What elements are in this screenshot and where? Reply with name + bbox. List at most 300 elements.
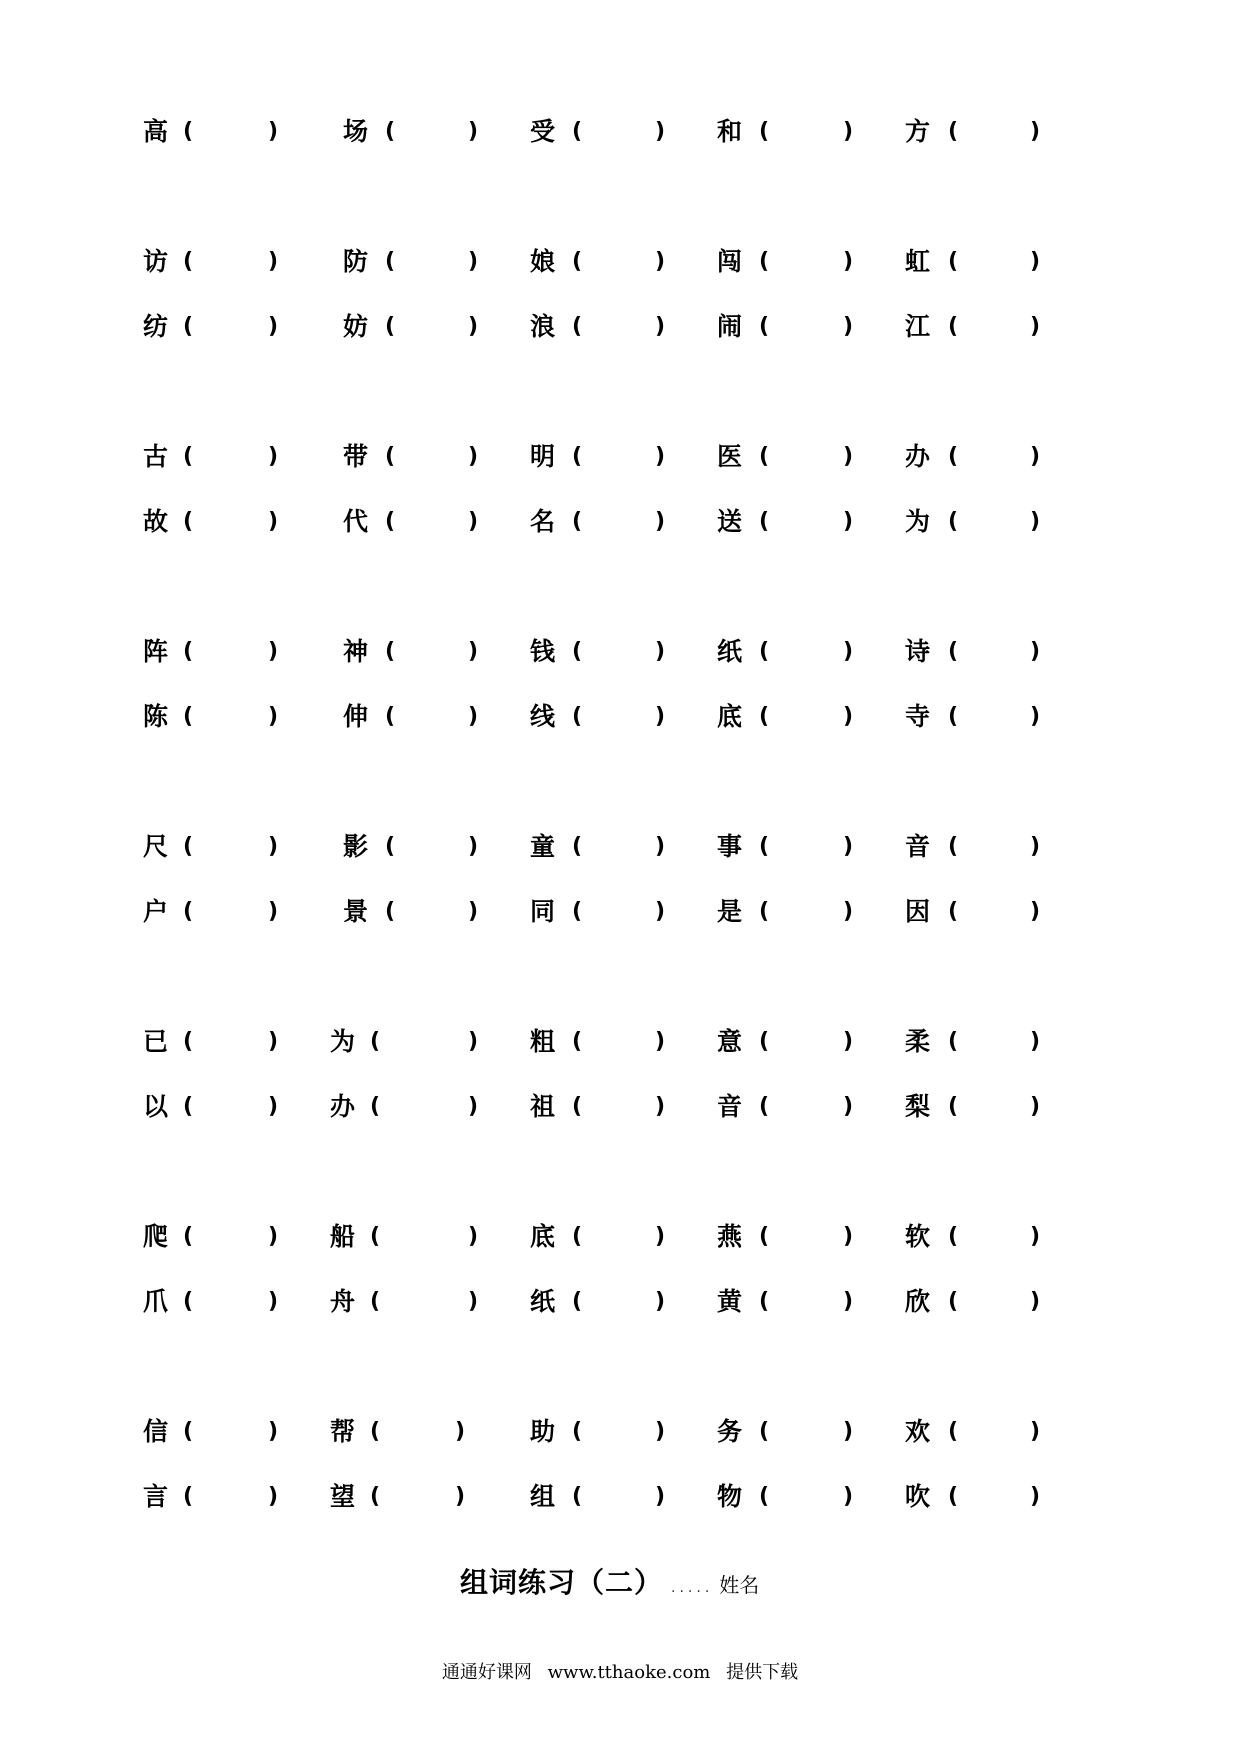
character: 闹 [717,312,743,341]
character: 燕 [717,1222,743,1251]
close-paren: ) [268,444,279,469]
character: 为 [905,507,931,536]
character: 明 [530,442,556,471]
answer-blank[interactable] [586,1217,651,1257]
exercise-row [0,1087,1240,1127]
answer-blank[interactable] [962,1412,1026,1452]
open-paren: ( [183,899,194,924]
worksheet-title: 组词练习（二） [460,1566,664,1599]
answer-blank[interactable] [962,242,1026,282]
character: 伸 [343,702,369,731]
character: 古 [143,442,169,471]
open-paren: ( [759,1289,770,1314]
character: 代 [343,507,369,536]
answer-blank[interactable] [384,1087,464,1127]
character: 爪 [143,1287,169,1316]
close-paren: ) [1030,1419,1041,1444]
close-paren: ) [843,314,854,339]
open-paren: ( [385,639,396,664]
answer-blank[interactable] [399,827,464,867]
answer-blank[interactable] [962,827,1026,867]
character: 舟 [330,1287,356,1316]
answer-blank[interactable] [197,502,264,542]
answer-blank[interactable] [197,1022,264,1062]
answer-blank[interactable] [197,1282,264,1322]
answer-blank[interactable] [773,892,839,932]
open-paren: ( [183,834,194,859]
character: 帮 [330,1417,356,1446]
open-paren: ( [759,314,770,339]
character: 江 [905,312,931,341]
character: 钱 [530,637,556,666]
answer-blank[interactable] [197,1087,264,1127]
answer-blank[interactable] [586,827,651,867]
character: 音 [717,1092,743,1121]
open-paren: ( [948,704,959,729]
close-paren: ) [655,1094,666,1119]
credit-site-name: 通通好课网 [441,1662,532,1683]
open-paren: ( [385,444,396,469]
close-paren: ) [468,444,479,469]
open-paren: ( [385,314,396,339]
close-paren: ) [843,834,854,859]
answer-blank[interactable] [773,307,839,347]
open-paren: ( [572,1029,583,1054]
answer-blank[interactable] [586,1087,651,1127]
open-paren: ( [183,639,194,664]
answer-blank[interactable] [197,1217,264,1257]
open-paren: ( [759,834,770,859]
character: 高 [143,117,169,146]
answer-blank[interactable] [384,1412,451,1452]
answer-blank[interactable] [197,242,264,282]
close-paren: ) [843,249,854,274]
character: 梨 [905,1092,931,1121]
answer-blank[interactable] [384,1282,464,1322]
character: 寺 [905,702,931,731]
character: 信 [143,1417,169,1446]
close-paren: ) [268,1484,279,1509]
character: 陈 [143,702,169,731]
open-paren: ( [759,1029,770,1054]
answer-blank[interactable] [586,1282,651,1322]
answer-blank[interactable] [586,242,651,282]
open-paren: ( [370,1419,381,1444]
character: 黄 [717,1287,743,1316]
character: 助 [530,1417,556,1446]
character: 物 [717,1482,743,1511]
character: 欣 [905,1287,931,1316]
open-paren: ( [948,639,959,664]
character: 底 [530,1222,556,1251]
credit-url: www.tthaoke.com [547,1662,711,1683]
open-paren: ( [572,249,583,274]
exercise-row [0,502,1240,542]
close-paren: ) [843,1029,854,1054]
open-paren: ( [759,1224,770,1249]
close-paren: ) [268,119,279,144]
close-paren: ) [468,249,479,274]
open-paren: ( [385,249,396,274]
character: 受 [530,117,556,146]
answer-blank[interactable] [773,697,839,737]
character: 以 [143,1092,169,1121]
close-paren: ) [268,1029,279,1054]
exercise-row [0,1412,1240,1452]
answer-blank[interactable] [197,827,264,867]
open-paren: ( [183,314,194,339]
close-paren: ) [468,119,479,144]
character: 音 [905,832,931,861]
exercise-row [0,1217,1240,1257]
close-paren: ) [655,314,666,339]
open-paren: ( [948,1419,959,1444]
credit-suffix: 提供下载 [726,1662,799,1683]
close-paren: ) [268,249,279,274]
open-paren: ( [385,509,396,534]
answer-blank[interactable] [962,1087,1026,1127]
close-paren: ) [268,509,279,534]
character: 为 [330,1027,356,1056]
open-paren: ( [183,509,194,534]
close-paren: ) [843,899,854,924]
open-paren: ( [183,1484,194,1509]
open-paren: ( [759,444,770,469]
close-paren: ) [468,1029,479,1054]
answer-blank[interactable] [962,632,1026,672]
character: 粗 [530,1027,556,1056]
character: 防 [343,247,369,276]
close-paren: ) [468,1224,479,1249]
close-paren: ) [1030,834,1041,859]
close-paren: ) [468,899,479,924]
close-paren: ) [468,704,479,729]
character: 务 [717,1417,743,1446]
answer-blank[interactable] [773,1087,839,1127]
character: 阵 [143,637,169,666]
character: 柔 [905,1027,931,1056]
close-paren: ) [655,1289,666,1314]
answer-blank[interactable] [197,1412,264,1452]
open-paren: ( [183,1029,194,1054]
answer-blank[interactable] [586,1022,651,1062]
open-paren: ( [948,119,959,144]
open-paren: ( [572,1224,583,1249]
answer-blank[interactable] [773,1282,839,1322]
character: 吹 [905,1482,931,1511]
character: 户 [143,897,169,926]
character: 访 [143,247,169,276]
open-paren: ( [183,1419,194,1444]
answer-blank[interactable] [773,502,839,542]
close-paren: ) [1030,509,1041,534]
answer-blank[interactable] [586,697,651,737]
character: 底 [717,702,743,731]
close-paren: ) [1030,314,1041,339]
answer-blank[interactable] [399,632,464,672]
close-paren: ) [268,704,279,729]
exercise-row [0,1477,1240,1517]
close-paren: ) [268,899,279,924]
open-paren: ( [759,249,770,274]
exercise-row [0,437,1240,477]
close-paren: ) [655,639,666,664]
open-paren: ( [759,509,770,534]
close-paren: ) [1030,444,1041,469]
answer-blank[interactable] [586,1412,651,1452]
open-paren: ( [948,444,959,469]
open-paren: ( [759,1419,770,1444]
open-paren: ( [385,834,396,859]
exercise-row [0,307,1240,347]
answer-blank[interactable] [962,1477,1026,1517]
close-paren: ) [1030,1029,1041,1054]
close-paren: ) [843,1094,854,1119]
answer-blank[interactable] [962,697,1026,737]
character: 祖 [530,1092,556,1121]
exercise-row [0,632,1240,672]
open-paren: ( [183,1094,194,1119]
open-paren: ( [948,314,959,339]
open-paren: ( [759,639,770,664]
close-paren: ) [655,1484,666,1509]
open-paren: ( [572,1484,583,1509]
answer-blank[interactable] [586,632,651,672]
character: 望 [330,1482,356,1511]
close-paren: ) [1030,1094,1041,1119]
close-paren: ) [655,119,666,144]
open-paren: ( [948,1094,959,1119]
answer-blank[interactable] [384,1477,451,1517]
close-paren: ) [455,1484,466,1509]
open-paren: ( [572,444,583,469]
character: 办 [905,442,931,471]
close-paren: ) [1030,1289,1041,1314]
close-paren: ) [655,1224,666,1249]
open-paren: ( [948,1224,959,1249]
close-paren: ) [468,639,479,664]
answer-blank[interactable] [773,632,839,672]
open-paren: ( [370,1094,381,1119]
name-label: 姓名 [719,1573,760,1597]
open-paren: ( [572,1094,583,1119]
close-paren: ) [843,1484,854,1509]
close-paren: ) [268,639,279,664]
answer-blank[interactable] [399,892,464,932]
character: 船 [330,1222,356,1251]
answer-blank[interactable] [773,242,839,282]
close-paren: ) [655,249,666,274]
close-paren: ) [843,119,854,144]
answer-blank[interactable] [197,307,264,347]
character: 组 [530,1482,556,1511]
exercise-row [0,112,1240,152]
open-paren: ( [759,899,770,924]
answer-blank[interactable] [586,892,651,932]
close-paren: ) [468,314,479,339]
character: 纸 [530,1287,556,1316]
open-paren: ( [572,509,583,534]
open-paren: ( [759,1094,770,1119]
open-paren: ( [948,899,959,924]
character: 同 [530,897,556,926]
close-paren: ) [268,314,279,339]
open-paren: ( [572,314,583,339]
open-paren: ( [370,1289,381,1314]
character: 事 [717,832,743,861]
answer-blank[interactable] [962,892,1026,932]
answer-blank[interactable] [773,1477,839,1517]
character: 诗 [905,637,931,666]
answer-blank[interactable] [962,1217,1026,1257]
exercise-row [0,697,1240,737]
close-paren: ) [843,704,854,729]
open-paren: ( [572,899,583,924]
character: 已 [143,1027,169,1056]
close-paren: ) [268,1419,279,1444]
answer-blank[interactable] [384,1022,464,1062]
character: 意 [717,1027,743,1056]
answer-blank[interactable] [962,307,1026,347]
character: 娘 [530,247,556,276]
close-paren: ) [843,509,854,534]
character: 线 [530,702,556,731]
answer-blank[interactable] [197,437,264,477]
character: 方 [905,117,931,146]
open-paren: ( [948,509,959,534]
close-paren: ) [655,444,666,469]
answer-blank[interactable] [399,242,464,282]
close-paren: ) [1030,119,1041,144]
answer-blank[interactable] [197,1477,264,1517]
close-paren: ) [268,834,279,859]
answer-blank[interactable] [962,502,1026,542]
close-paren: ) [268,1094,279,1119]
open-paren: ( [759,119,770,144]
answer-blank[interactable] [586,307,651,347]
open-paren: ( [948,1029,959,1054]
character: 童 [530,832,556,861]
answer-blank[interactable] [399,112,464,152]
answer-blank[interactable] [962,112,1026,152]
open-paren: ( [948,249,959,274]
close-paren: ) [655,509,666,534]
close-paren: ) [468,1094,479,1119]
close-paren: ) [843,444,854,469]
close-paren: ) [843,1224,854,1249]
answer-blank[interactable] [384,1217,464,1257]
close-paren: ) [468,1289,479,1314]
character: 影 [343,832,369,861]
answer-blank[interactable] [586,502,651,542]
answer-blank[interactable] [773,1412,839,1452]
answer-blank[interactable] [773,1022,839,1062]
answer-blank[interactable] [399,307,464,347]
character: 尺 [143,832,169,861]
close-paren: ) [1030,249,1041,274]
close-paren: ) [843,639,854,664]
open-paren: ( [572,704,583,729]
open-paren: ( [572,119,583,144]
exercise-row [0,1282,1240,1322]
open-paren: ( [759,704,770,729]
answer-blank[interactable] [197,892,264,932]
open-paren: ( [948,1289,959,1314]
open-paren: ( [183,1289,194,1314]
close-paren: ) [843,1419,854,1444]
close-paren: ) [268,1224,279,1249]
answer-blank[interactable] [962,1282,1026,1322]
answer-blank[interactable] [399,697,464,737]
answer-blank[interactable] [197,112,264,152]
answer-blank[interactable] [586,1477,651,1517]
open-paren: ( [572,834,583,859]
open-paren: ( [183,249,194,274]
character: 送 [717,507,743,536]
character: 纸 [717,637,743,666]
open-paren: ( [183,704,194,729]
close-paren: ) [655,1029,666,1054]
name-leader-dots: ..... [671,1580,714,1596]
answer-blank[interactable] [586,112,651,152]
download-credit [0,1658,1240,1684]
character: 妨 [343,312,369,341]
answer-blank[interactable] [399,502,464,542]
character: 闯 [717,247,743,276]
character: 虹 [905,247,931,276]
answer-blank[interactable] [197,632,264,672]
close-paren: ) [268,1289,279,1314]
character: 办 [330,1092,356,1121]
answer-blank[interactable] [773,112,839,152]
character: 言 [143,1482,169,1511]
open-paren: ( [385,899,396,924]
answer-blank[interactable] [773,827,839,867]
open-paren: ( [370,1029,381,1054]
open-paren: ( [370,1484,381,1509]
character: 神 [343,637,369,666]
character: 和 [717,117,743,146]
answer-blank[interactable] [962,437,1026,477]
answer-blank[interactable] [197,697,264,737]
exercise-row [0,1022,1240,1062]
close-paren: ) [1030,1484,1041,1509]
exercise-row [0,242,1240,282]
character: 浪 [530,312,556,341]
close-paren: ) [468,509,479,534]
close-paren: ) [843,1289,854,1314]
close-paren: ) [455,1419,466,1444]
answer-blank[interactable] [399,437,464,477]
character: 是 [717,897,743,926]
close-paren: ) [1030,639,1041,664]
answer-blank[interactable] [586,437,651,477]
answer-blank[interactable] [962,1022,1026,1062]
open-paren: ( [572,1289,583,1314]
close-paren: ) [655,704,666,729]
close-paren: ) [1030,1224,1041,1249]
character: 带 [343,442,369,471]
open-paren: ( [183,119,194,144]
open-paren: ( [370,1224,381,1249]
close-paren: ) [655,834,666,859]
character: 景 [343,897,369,926]
character: 故 [143,507,169,536]
character: 爬 [143,1222,169,1251]
open-paren: ( [385,704,396,729]
answer-blank[interactable] [773,437,839,477]
answer-blank[interactable] [773,1217,839,1257]
